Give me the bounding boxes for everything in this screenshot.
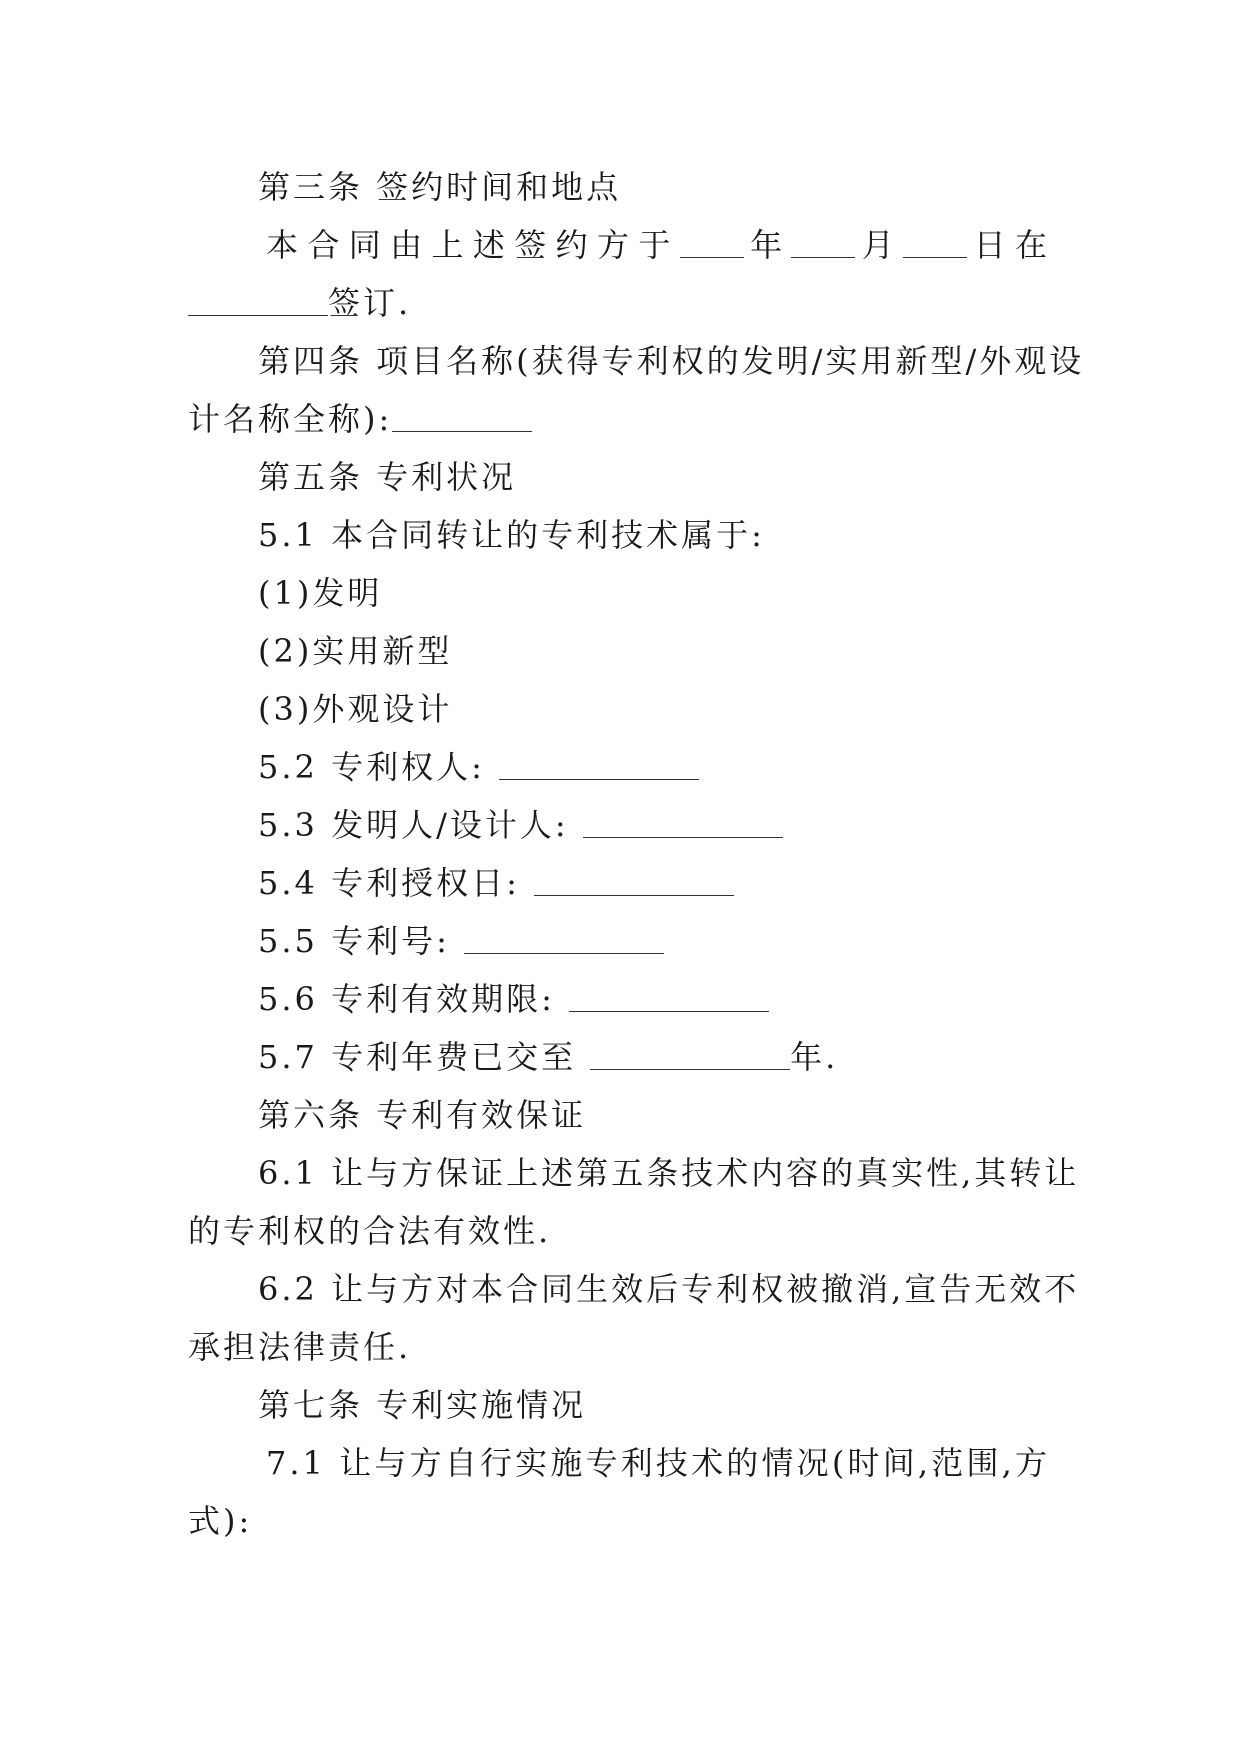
place-blank[interactable] bbox=[188, 283, 328, 316]
option-utility-model: (2)实用新型 bbox=[258, 632, 453, 670]
article3-sign-place-line: 签订. bbox=[188, 274, 1050, 332]
article5-s3: 5.3 发明人/设计人: bbox=[188, 796, 1050, 854]
contract-body bbox=[188, 158, 1085, 1550]
article6-s1-line1: 6.1 让与方保证上述第五条技术内容的真实性,其转让 bbox=[258, 1154, 1080, 1192]
validity-period-blank[interactable] bbox=[569, 979, 769, 1012]
article5-s5: 5.5 专利号: bbox=[188, 912, 1050, 970]
project-name-blank[interactable] bbox=[392, 399, 532, 432]
day-blank[interactable] bbox=[903, 225, 967, 258]
article6-s2-line1: 6.2 让与方对本合同生效后专利权被撤消,宣告无效不 bbox=[258, 1270, 1080, 1308]
year-blank[interactable] bbox=[680, 225, 744, 258]
article4-line1: 第四条 项目名称(获得专利权的发明/实用新型/外观设 bbox=[258, 342, 1085, 380]
article3-heading: 第三条 签约时间和地点 bbox=[258, 168, 622, 206]
article5-s2: 5.2 专利权人: bbox=[188, 738, 1050, 796]
month-blank[interactable] bbox=[791, 225, 855, 258]
article3-sign-date-line: 本合同由上述签约方于 年 月 日在 bbox=[266, 226, 1050, 264]
article5-s6: 5.6 专利有效期限: bbox=[188, 970, 1050, 1028]
option-design: (3)外观设计 bbox=[258, 690, 453, 728]
article5-s7: 5.7 专利年费已交至 年. bbox=[258, 1038, 839, 1076]
article7-s1-line2: 式): bbox=[188, 1502, 253, 1540]
article5-heading: 第五条 专利状况 bbox=[258, 458, 517, 496]
inventor-blank[interactable] bbox=[583, 805, 783, 838]
patent-number-blank[interactable] bbox=[464, 921, 664, 954]
article6-s2-line2: 承担法律责任. bbox=[188, 1328, 412, 1366]
grant-date-blank[interactable] bbox=[534, 863, 734, 896]
article4-line2: 计名称全称): bbox=[188, 390, 1050, 448]
option-invention: (1)发明 bbox=[258, 574, 383, 612]
patentee-blank[interactable] bbox=[499, 747, 699, 780]
article7-heading: 第七条 专利实施情况 bbox=[258, 1386, 587, 1424]
article5-s4: 5.4 专利授权日: bbox=[188, 854, 1050, 912]
article6-s1-line2: 的专利权的合法有效性. bbox=[188, 1212, 552, 1250]
article5-s1: 5.1 本合同转让的专利技术属于: bbox=[258, 516, 765, 554]
article7-s1-line1: 7.1 让与方自行实施专利技术的情况(时间,范围,方 bbox=[266, 1444, 1050, 1482]
annual-fee-year-blank[interactable] bbox=[590, 1037, 790, 1070]
article6-heading: 第六条 专利有效保证 bbox=[258, 1096, 587, 1134]
